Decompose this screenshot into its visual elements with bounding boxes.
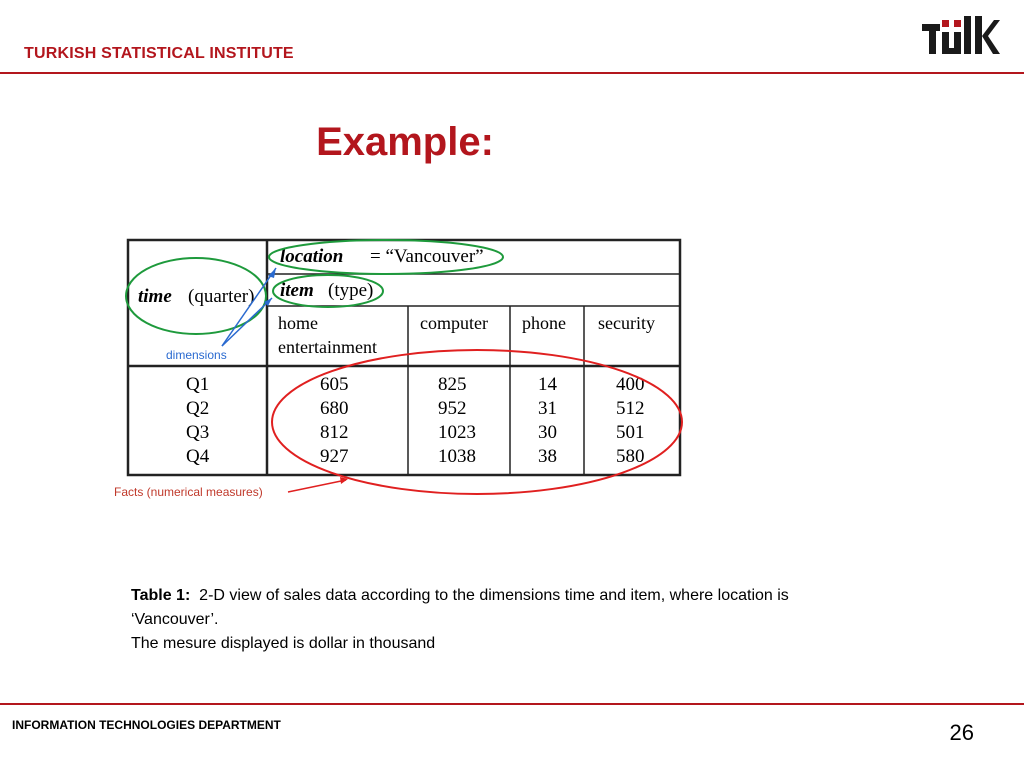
cell-q2-computer: 952 [438,398,467,419]
row-label-q1: Q1 [186,374,210,395]
col-header-home: home [278,313,318,333]
dimension-arrowhead-location [268,268,276,278]
cell-q3-home: 812 [320,422,349,443]
time-label: time [138,286,172,307]
item-value: (type) [328,280,374,301]
cell-q1-security: 400 [616,374,645,395]
time-value: (quarter) [188,286,255,307]
cell-q1-home: 605 [320,374,349,395]
caption-line-1 [131,584,831,632]
dimensions-annotation: dimensions [166,348,227,362]
cell-q1-phone: 14 [538,374,557,395]
row-label-q2: Q2 [186,398,210,419]
location-label: location [280,246,344,267]
item-label: item [280,280,314,301]
cell-q1-computer: 825 [438,374,467,395]
cell-q4-phone: 38 [538,446,557,467]
cell-q4-computer: 1038 [438,446,476,467]
col-header-security: security [598,313,655,333]
header-divider [0,72,1024,74]
table-caption [131,584,831,656]
row-label-q3: Q3 [186,422,210,443]
location-value: = “Vancouver” [370,246,484,267]
cell-q2-phone: 31 [538,398,557,419]
cell-q2-security: 512 [616,398,645,419]
institute-name: TURKISH STATISTICAL INSTITUTE [24,45,294,62]
figure-canvas [110,230,700,510]
cell-q4-security: 580 [616,446,645,467]
facts-annotation: Facts (numerical measures) [114,485,263,499]
page-number: 26 [949,720,974,745]
cell-q3-phone: 30 [538,422,557,443]
cell-q2-home: 680 [320,398,349,419]
caption-label: Table 1: [131,587,191,604]
col-header-computer: computer [420,313,488,333]
cell-q3-security: 501 [616,422,645,443]
department-name: INFORMATION TECHNOLOGIES DEPARTMENT [12,718,281,732]
facts-arrow [288,480,346,492]
caption-text: 2-D view of sales data according to the dimensions time and item, where location is ‘Vancouver’. [131,587,789,628]
cell-q3-computer: 1023 [438,422,476,443]
col-header-phone: phone [522,313,566,333]
sales-cube-figure [110,230,700,510]
slide-title: Example: [316,120,494,164]
caption-line-2: The mesure displayed is dollar in thousand [131,635,436,652]
footer-divider [0,703,1024,705]
cell-q4-home: 927 [320,446,349,467]
row-label-q4: Q4 [186,446,210,467]
col-header-entertainment: entertainment [278,337,377,357]
tuik-logo [922,14,1000,58]
